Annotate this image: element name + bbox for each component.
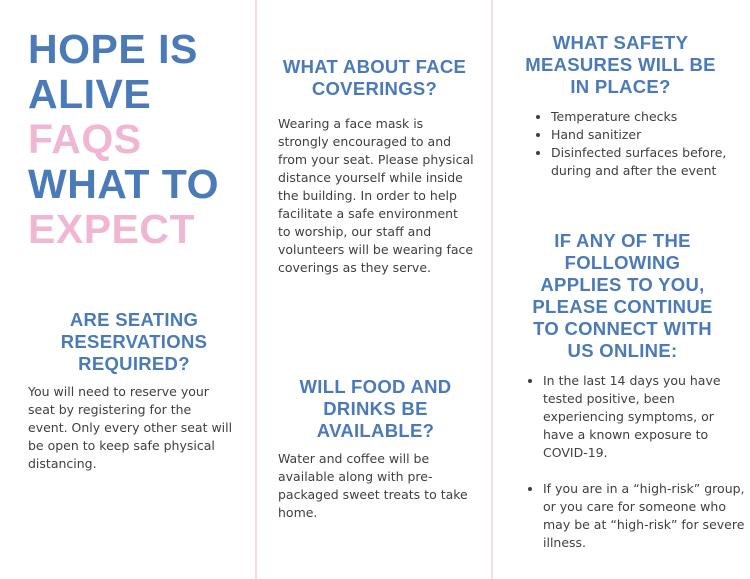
seating-heading: ARE SEATING RESERVATIONS REQUIRED? xyxy=(60,309,208,374)
list-item: • Disinfected surfaces before, during and after the event xyxy=(551,144,750,180)
title-line-what-to: WHAT TO xyxy=(28,161,220,207)
list-item: • In the last 14 days you have tested positive, been experiencing symptoms, or have a known exposure to COVID-19. xyxy=(543,372,748,462)
panel-right xyxy=(493,0,750,579)
seating-body: You will need to reserve your seat by registering for the event. Only every other seat will be open to keep safe physical distancing. xyxy=(28,384,233,471)
face-coverings-body: Wearing a face mask is strongly encouraged to and from your seat. Please physical distance yourself while inside the building. In order to help facilitate a safe environment to worship, our staff and volunteers will be wearing face coverings as they serve. xyxy=(278,116,474,275)
title-line-hope-is: HOPE IS xyxy=(28,26,198,72)
online-list xyxy=(521,372,748,552)
title-line-expect: EXPECT xyxy=(28,206,196,252)
title-line-faqs: FAQS xyxy=(28,116,142,162)
face-coverings-heading: WHAT ABOUT FACE COVERINGS? xyxy=(282,56,467,99)
safety-heading: WHAT SAFETY MEASURES WILL BE IN PLACE? xyxy=(525,32,716,97)
title-block xyxy=(28,27,219,252)
panel-middle xyxy=(257,0,491,579)
list-item: • Temperature checks xyxy=(551,108,750,126)
safety-list xyxy=(529,108,750,180)
title-line-alive: ALIVE xyxy=(28,71,152,117)
online-heading: IF ANY OF THE FOLLOWING APPLIES TO YOU, PLEASE CONTINUE TO CONNECT WITH US ONLINE: xyxy=(532,230,713,361)
list-item: • If you are in a “high-risk” group, or you care for someone who may be at “high-risk” for severe illness. xyxy=(543,480,748,552)
food-body: Water and coffee will be available along with pre-packaged sweet treats to take home. xyxy=(278,451,468,520)
panel-left xyxy=(0,0,255,579)
food-heading: WILL FOOD AND DRINKS BE AVAILABLE? xyxy=(299,376,452,441)
list-item: • Hand sanitizer xyxy=(551,126,750,144)
